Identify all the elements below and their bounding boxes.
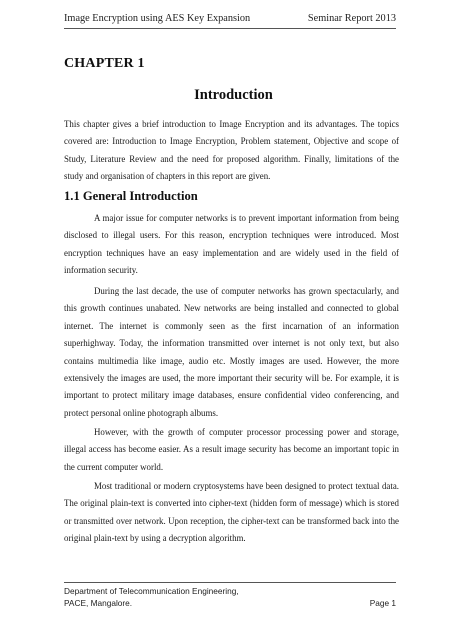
page-header xyxy=(64,12,396,29)
footer-institution: PACE, Mangalore. xyxy=(64,597,133,608)
header-report-label: Seminar Report 2013 xyxy=(307,13,396,24)
body-paragraph-1: A major issue for computer networks is to prevent important information from being disclosed to illegal users. For this reason, encryption techniques were introduced. Most encryption techniques have an easy implementation and are widely used in the field of information security. xyxy=(64,213,399,276)
page-number: Page 1 xyxy=(369,597,396,608)
body-paragraph-2: During the last decade, the use of computer networks has grown spectacularly, and this growth continues unabated. New networks are being installed and connected to global internet. The internet is commonly seen as the first incarnation of an information superhighway. Today, the information transmitted over internet is not only text, but also contains multimedia like image, audio etc. Mostly images are used. However, the more extensively the images are used, the more important their security will be. For example, it is important to protect military image databases, ensure confidential video conferencing, and protect personal online photograph albums. xyxy=(64,286,399,418)
chapter-label: CHAPTER 1 xyxy=(64,56,145,71)
section-heading: 1.1 General Introduction xyxy=(64,189,198,203)
chapter-title: Introduction xyxy=(194,87,273,103)
page-footer xyxy=(64,582,396,609)
intro-paragraph: This chapter gives a brief introduction to Image Encryption and its advantages. The topics covered are: Introduction to Image Encryption, Problem statement, Objective and scope of Study, Literature Review and the need for proposed algorithm. Finally, limitations of the study and organisation of chapters in this report are given. xyxy=(64,119,399,182)
body-paragraph-3: However, with the growth of computer processor processing power and storage, illegal access has become easier. As a result image security has become an important topic in the current computer world. xyxy=(64,427,399,472)
footer-department: Department of Telecommunication Engineering, xyxy=(64,586,239,596)
body-paragraph-4: Most traditional or modern cryptosystems have been designed to protect textual data. The original plain-text is converted into cipher-text (hidden form of message) which is stored or transmitted over network. Upon reception, the cipher-text can be transformed back into the original plain-text by using a decryption algorithm. xyxy=(64,481,399,544)
header-document-title: Image Encryption using AES Key Expansion xyxy=(64,13,251,24)
